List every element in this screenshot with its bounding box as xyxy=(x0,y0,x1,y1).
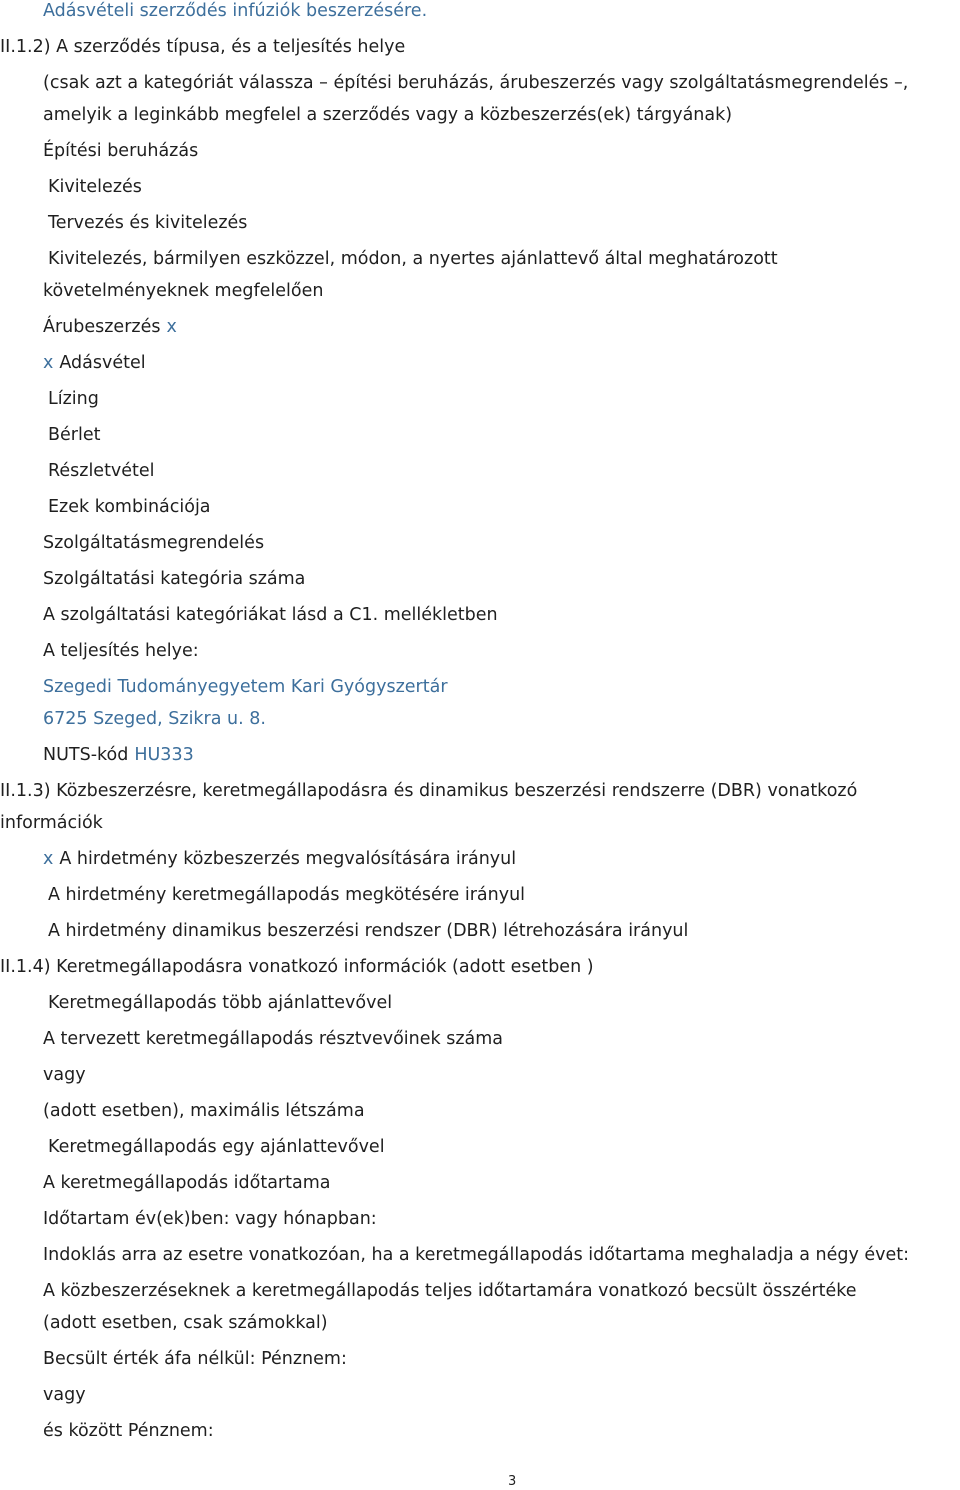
supply-title: Árubeszerzés xyxy=(43,317,161,337)
purchase-label: Adásvétel xyxy=(59,353,146,373)
max-participants-label: (adott esetben), maximális létszáma xyxy=(43,1101,365,1121)
section-heading-3-continued: információk xyxy=(0,813,103,833)
duration-units: Időtartam év(ek)ben: vagy hónapban: xyxy=(43,1209,377,1229)
nuts-row xyxy=(43,744,194,766)
place-name: Szegedi Tudományegyetem Kari Gyógyszertár xyxy=(43,677,448,697)
purchase-check-mark: x xyxy=(43,353,54,373)
construction-title: Építési beruházás xyxy=(43,141,199,161)
service-category-note: A szolgáltatási kategóriákat lásd a C1. mellékletben xyxy=(43,605,498,625)
instruction-line-1: (csak azt a kategóriát válassza – építési beruházás, árubeszerzés vagy szolgáltatásmegrendelés –, xyxy=(43,73,909,93)
framework-multi-label: Keretmegállapodás több ajánlattevővel xyxy=(48,993,393,1013)
notice-option: A hirdetmény keretmegállapodás megkötésére irányul xyxy=(48,885,526,905)
framework-single-label: Keretmegállapodás egy ajánlattevővel xyxy=(48,1137,385,1157)
contract-title-line: Adásvételi szerződés infúziók beszerzésére. xyxy=(43,1,428,21)
nuts-code: HU333 xyxy=(134,745,194,765)
supply-check-mark: x xyxy=(166,317,177,337)
instruction-line-2: amelyik a leginkább megfelel a szerződés vagy a közbeszerzés(ek) tárgyának) xyxy=(43,105,733,125)
estimate-label: Becsült érték áfa nélkül: Pénznem: xyxy=(43,1349,347,1369)
construction-option: Tervezés és kivitelezés xyxy=(48,213,248,233)
supply-option: Lízing xyxy=(48,389,99,409)
range-label: és között Pénznem: xyxy=(43,1421,214,1441)
supply-selected-row xyxy=(43,352,146,374)
justification-text: Indoklás arra az esetre vonatkozóan, ha a keretmegállapodás időtartama meghaladja a négy évet: xyxy=(43,1245,910,1265)
construction-option: Kivitelezés, bármilyen eszközzel, módon, a nyertes ajánlattevő által meghatározott xyxy=(48,249,778,269)
construction-option-continued: követelményeknek megfelelően xyxy=(43,281,324,301)
notice-option: A hirdetmény dinamikus beszerzési rendszer (DBR) létrehozására irányul xyxy=(48,921,689,941)
nuts-label: NUTS-kód xyxy=(43,745,129,765)
procurement-label: A hirdetmény közbeszerzés megvalósítására irányul xyxy=(59,849,517,869)
place-address: 6725 Szeged, Szikra u. 8. xyxy=(43,709,266,729)
duration-label: A keretmegállapodás időtartama xyxy=(43,1173,331,1193)
total-value-label-continued: (adott esetben, csak számokkal) xyxy=(43,1313,328,1333)
total-value-label: A közbeszerzéseknek a keretmegállapodás teljes időtartamára vonatkozó becsült összértéke xyxy=(43,1281,857,1301)
supply-title-row xyxy=(43,316,177,338)
or-text: vagy xyxy=(43,1385,86,1405)
section-heading-3: II.1.3) Közbeszerzésre, keretmegállapodásra és dinamikus beszerzési rendszerre (DBR) vonatkozó xyxy=(0,781,858,801)
participants-label: A tervezett keretmegállapodás résztvevőinek száma xyxy=(43,1029,503,1049)
section-heading-4: II.1.4) Keretmegállapodásra vonatkozó információk (adott esetben ) xyxy=(0,957,594,977)
or-text: vagy xyxy=(43,1065,86,1085)
page-number: 3 xyxy=(508,1474,517,1489)
supply-option: Részletvétel xyxy=(48,461,155,481)
procurement-check-mark: x xyxy=(43,849,54,869)
supply-option: Bérlet xyxy=(48,425,101,445)
service-title: Szolgáltatásmegrendelés xyxy=(43,533,265,553)
construction-option: Kivitelezés xyxy=(48,177,142,197)
supply-option: Ezek kombinációja xyxy=(48,497,211,517)
section-heading-2: II.1.2) A szerződés típusa, és a teljesítés helye xyxy=(0,37,406,57)
place-label: A teljesítés helye: xyxy=(43,641,199,661)
procurement-selected-row xyxy=(43,848,516,870)
service-category-label: Szolgáltatási kategória száma xyxy=(43,569,306,589)
